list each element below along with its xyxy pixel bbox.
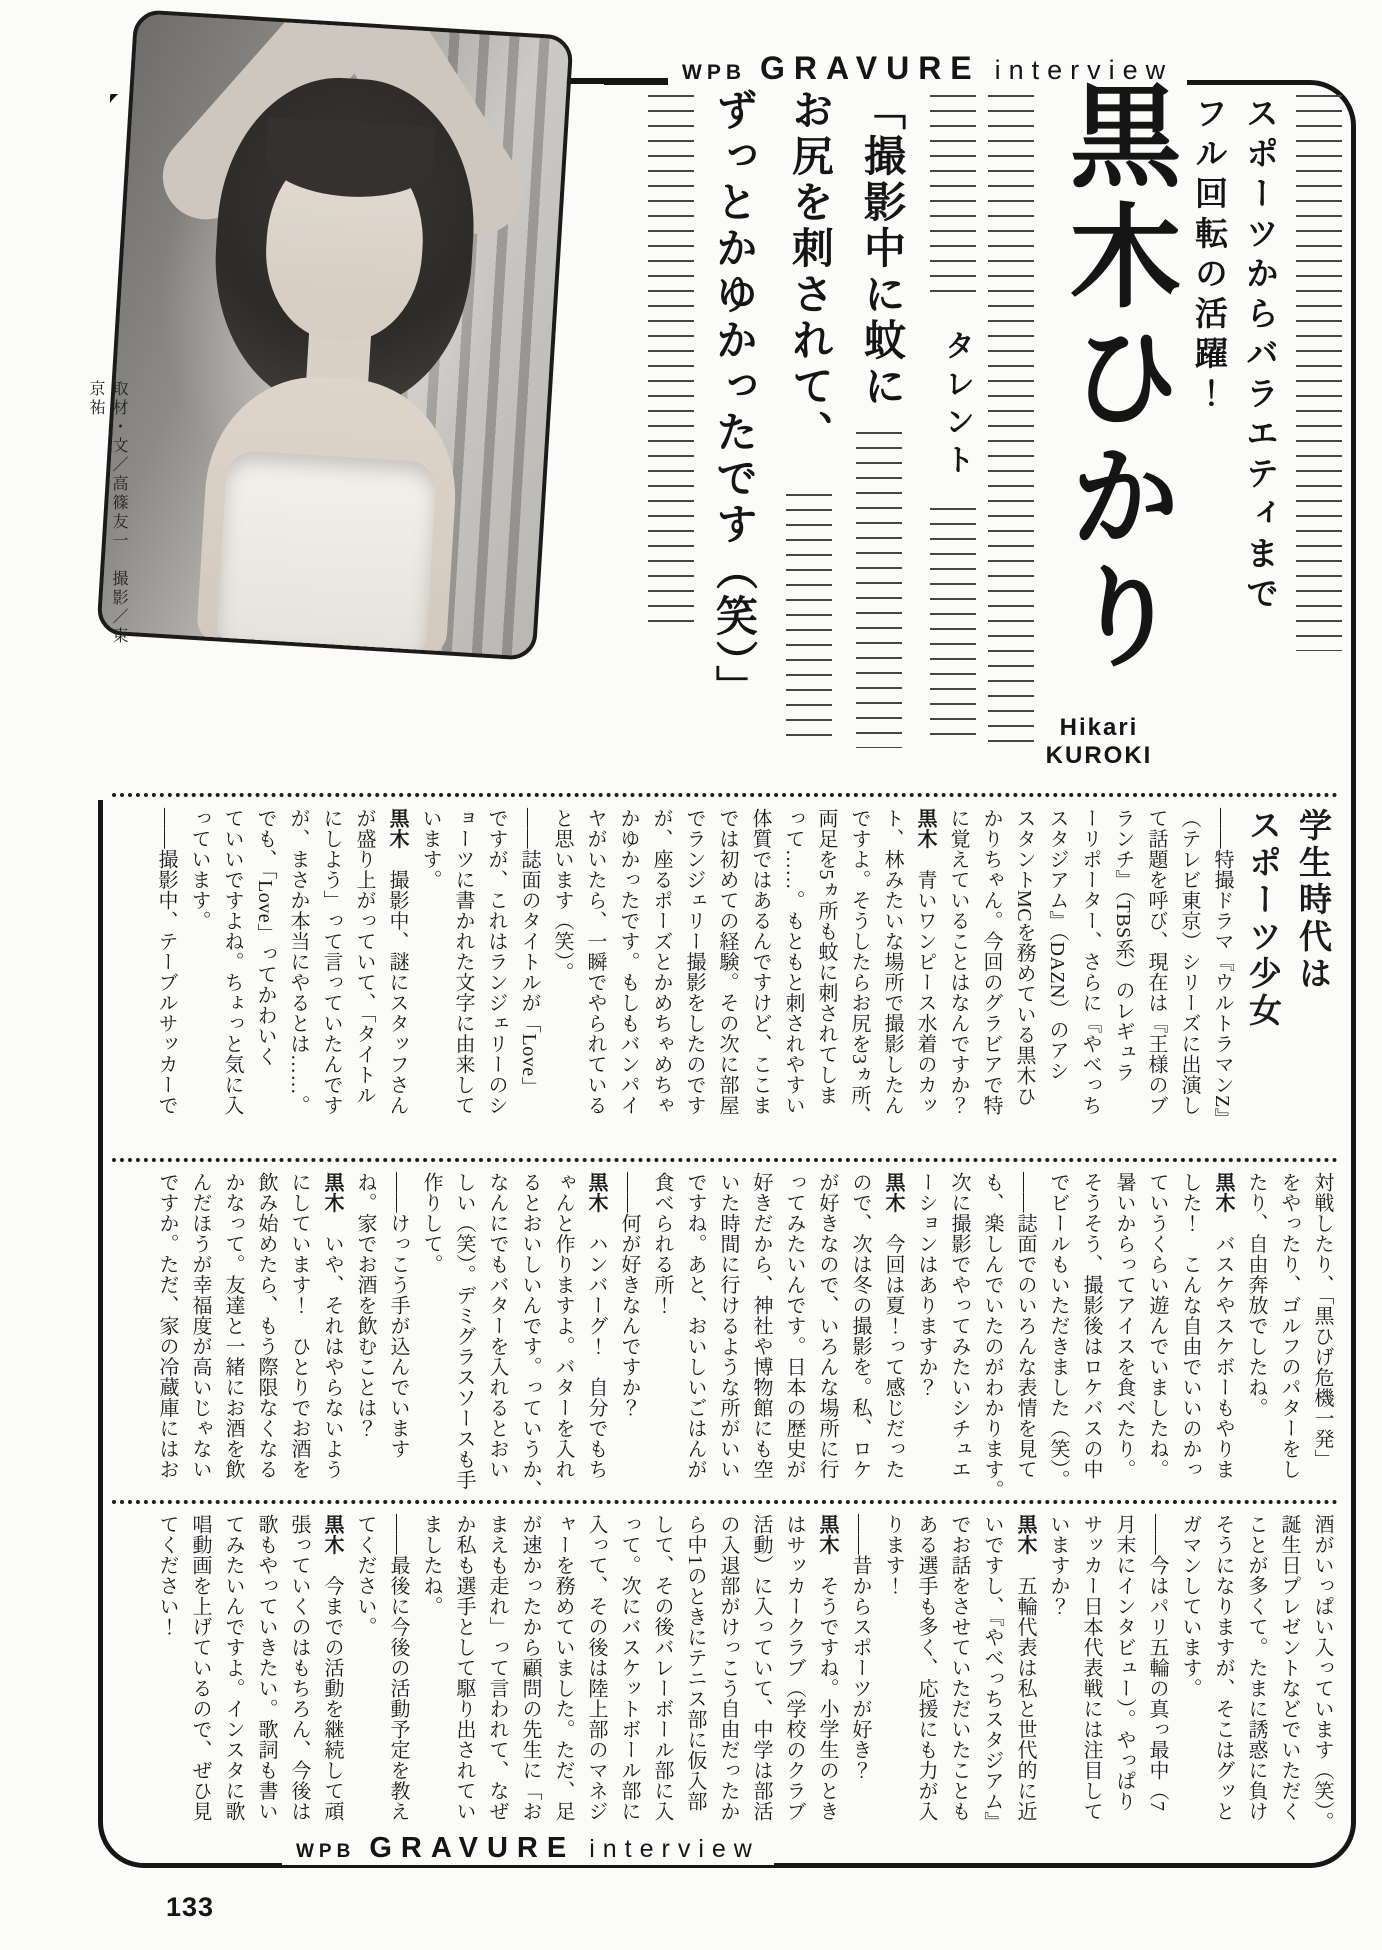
text-column: 誕生日プレゼントなどでいただく <box>1278 1514 1300 1822</box>
text-column: ――けっこう手が込んでいます <box>387 1172 409 1459</box>
photo-credit: 取材・文／高篠友一 撮影／東京祐 <box>87 380 127 646</box>
footer-brand-wpb: WPB <box>296 1841 356 1862</box>
hatch-decoration <box>930 95 976 305</box>
text-column: ら中1のときにテニス部に仮入部 <box>684 1514 706 1812</box>
text-column: に覚えていることはなんですか？ <box>947 808 969 1116</box>
text-column: 黒木 青いワンピース水着のカッ <box>914 808 936 1116</box>
text-column: かゆかったです。もしもバンパイ <box>617 808 639 1116</box>
text-column: なんにでもバターを入れるとおい <box>486 1172 508 1480</box>
text-column: います。 <box>419 808 441 890</box>
romaji-first-name: Hikari <box>1059 714 1139 741</box>
text-column: ――誌面でのいろんな表情を見て <box>1014 1172 1036 1480</box>
text-column: した！ こんな自由でいいのかっ <box>1179 1172 1201 1480</box>
text-column: 作りして。 <box>420 1172 442 1275</box>
footer-brand <box>282 1832 774 1865</box>
hatch-decoration <box>930 508 976 748</box>
text-column: っています。 <box>188 808 210 931</box>
pull-quote-line-3: ずっとかゆかったです（笑）」 <box>711 88 758 711</box>
text-column: ランチ』（TBS系）のレギュラ <box>1112 808 1134 1083</box>
hatch-decoration <box>648 95 694 635</box>
text-column: いますか？ <box>1047 1514 1069 1617</box>
text-column: はサッカークラブ（学校のクラブ <box>783 1514 805 1822</box>
text-column: 歌もやっていきたい。歌詞も書い <box>255 1514 277 1822</box>
hatch-decoration <box>1296 95 1342 651</box>
text-column: 活動）に入っていて、中学は部活 <box>750 1514 772 1822</box>
text-column: 黒木 今までの活動を継続して頑 <box>321 1514 343 1822</box>
text-column: ことが多くて。たまに誘惑に負け <box>1245 1514 1267 1822</box>
text-column: にしています！ ひとりでお酒を <box>288 1172 310 1480</box>
text-column: ましたね。 <box>420 1514 442 1617</box>
text-column: まえも走れ」って言われて、なぜ <box>486 1514 508 1822</box>
hatch-decoration <box>856 432 902 748</box>
text-column: 両足を5ヵ所も蚊に刺されてしま <box>815 808 837 1106</box>
pull-quote-line-2: お尻を刺されて、 <box>787 88 834 456</box>
text-column: ャーを務めていました。ただ、足 <box>552 1514 574 1822</box>
text-column: ります！ <box>882 1514 904 1596</box>
header-brand-interview: interview <box>994 55 1174 85</box>
text-column: でビールもいただきました（笑）。 <box>1047 1172 1069 1490</box>
text-column: って……。もともと刺されやすい <box>782 808 804 1116</box>
text-column: ――昔からスポーツが好き？ <box>849 1514 871 1781</box>
text-column: 黒木 バスケやスケボーもやりま <box>1212 1172 1234 1480</box>
text-column: 黒木 撮影中、謎にスタッフさん <box>386 808 408 1116</box>
text-column: かなって。友達と一緒にお酒を飲 <box>222 1172 244 1480</box>
text-column: が好きなので、いろんな場所に行 <box>816 1172 838 1480</box>
text-column: して、その後バレーボール部に入 <box>651 1514 673 1822</box>
text-column: てください！ <box>156 1514 178 1637</box>
text-column: 体質ではあるんですけど、ここま <box>749 808 771 1116</box>
text-column: にしよう」って言っていたんです <box>320 808 342 1116</box>
text-column: か私も選手として駆り出されてい <box>453 1514 475 1822</box>
text-column: って。次にバスケットボール部に <box>618 1514 640 1822</box>
hatch-decoration <box>786 494 832 748</box>
text-column: ――特撮ドラマ『ウルトラマンZ』 <box>1211 808 1233 1129</box>
text-column: 月末にインタビュー）。やっぱり <box>1113 1514 1135 1812</box>
text-column: 次に撮影でやってみたいシチュエ <box>948 1172 970 1480</box>
text-column: ゃんと作りますよ。バターを入れ <box>552 1172 574 1480</box>
header-brand-gravure: GRAVURE <box>760 50 981 86</box>
text-column: ていいですよね。ちょっと気に入 <box>221 808 243 1116</box>
text-column: んだほうが幸福度が高いじゃない <box>189 1172 211 1480</box>
text-column: が盛り上がっていて、「タイトル <box>353 808 375 1106</box>
article-band-3 <box>112 1514 1338 1850</box>
photo-white-top <box>216 450 437 652</box>
text-column: でランジェリー撮影をしたのです <box>683 808 705 1116</box>
text-column: 唱動画を上げているので、ぜひ見 <box>189 1514 211 1822</box>
text-column: スタジアム』（DAZN）のアシ <box>1046 808 1068 1082</box>
text-column: 黒木 そうですね。小学生のとき <box>816 1514 838 1822</box>
text-column: 飲み始めたら、もう際限なくなる <box>255 1172 277 1480</box>
text-column: サッカー日本代表戦には注目して <box>1080 1514 1102 1822</box>
text-column: ――撮影中、テーブルサッカーで <box>155 808 177 1116</box>
portrait-photo <box>96 9 573 661</box>
header-rule-segment <box>556 78 672 84</box>
text-column: 黒木 五輪代表は私と世代的に近 <box>1014 1514 1036 1822</box>
text-column: でも、「Love」ってかわいく <box>254 808 276 1067</box>
text-column: ですね。あと、おいしいごはんが <box>684 1172 706 1480</box>
kicker-line-2: フル回転の活躍！ <box>1191 96 1228 416</box>
text-column: の入退部がけっこう自由だったか <box>717 1514 739 1822</box>
text-column: が、まさか本当にやるとは……。 <box>287 808 309 1116</box>
text-column: ね。家でお酒を飲むことは？ <box>354 1172 376 1439</box>
pull-quote-line-1: 「撮影中に蚊に <box>859 88 906 410</box>
text-column: ――何が好きなんですか？ <box>618 1172 640 1418</box>
text-column: 黒木 今回は夏！って感じだった <box>882 1172 904 1480</box>
text-column: いた時間に行けるような所がいい <box>717 1172 739 1480</box>
text-column: ーリポーター、さらに『やべっち <box>1079 808 1101 1116</box>
text-column: そうになりますが、そこはグッと <box>1212 1514 1234 1822</box>
text-column: をやったり、ゴルフのパターをし <box>1278 1172 1300 1480</box>
text-column: 張っていくのはもちろん、今後は <box>288 1514 310 1822</box>
text-column: 対戦したり、「黒ひげ危機一発」 <box>1311 1172 1333 1470</box>
article-band-1 <box>112 808 1338 1144</box>
headline-name-romaji <box>1026 714 1172 770</box>
text-column: 入って、その後は陸上部のマネジ <box>585 1514 607 1822</box>
text-column: ――誌面のタイトルが「Love」 <box>518 808 540 1098</box>
text-column: るとおいしいんです。っていうか、 <box>519 1172 541 1500</box>
text-column: ですが、これはランジェリーのシ <box>485 808 507 1116</box>
text-column: ――今はパリ五輪の真っ最中（7 <box>1146 1514 1168 1812</box>
text-column: 食べられる所！ <box>651 1172 673 1316</box>
text-column: てみたいんですよ。インスタに歌 <box>222 1514 244 1822</box>
page-number: 133 <box>166 1892 215 1922</box>
text-column: ョーツに書かれた文字に由来して <box>452 808 474 1116</box>
text-column: 黒木 いや、それはやらないよう <box>321 1172 343 1480</box>
headline-name: 黒木ひかり <box>1054 78 1179 678</box>
section-heading-column: 学生時代は <box>1295 808 1332 993</box>
text-column: ってみたいんです。日本の歴史が <box>783 1172 805 1480</box>
text-column: 黒木 ハンバーグ！ 自分でもち <box>585 1172 607 1480</box>
text-column: ーションはありますか？ <box>915 1172 937 1398</box>
text-column: では初めての経験。その次に部屋 <box>716 808 738 1116</box>
text-column: 好きだから、神社や博物館にも空 <box>750 1172 772 1480</box>
text-column: ですか。ただ、家の冷蔵庫にはお <box>156 1172 178 1480</box>
text-column: ――最後に今後の活動予定を教え <box>387 1514 409 1822</box>
footer-brand-gravure: GRAVURE <box>369 1832 576 1864</box>
text-column: でお話をさせていただいたことも <box>948 1514 970 1822</box>
text-column: かりちゃん。今回のグラビアで特 <box>980 808 1002 1116</box>
header-brand-wpb: WPB <box>682 61 746 84</box>
text-column: 暑いからってアイスを食べたり。 <box>1113 1172 1135 1480</box>
text-column: たり、自由奔放でしたね。 <box>1245 1172 1267 1418</box>
text-column: と思います（笑）。 <box>551 808 573 983</box>
text-column: ヤがいたら、一瞬でやられている <box>584 808 606 1116</box>
text-column: が速かったから顧問の先生に「お <box>519 1514 541 1822</box>
text-column: （テレビ東京）シリーズに出演し <box>1178 808 1200 1116</box>
text-column: ので、次は冬の撮影を。私、ロケ <box>849 1172 871 1480</box>
text-column: が、座るポーズとかめちゃめちゃ <box>650 808 672 1116</box>
text-column: てください。 <box>354 1514 376 1637</box>
text-column: ですよ。そうしたらお尻を3ヵ所、 <box>848 808 870 1126</box>
text-column: ガマンしています。 <box>1179 1514 1201 1699</box>
romaji-last-name: KUROKI <box>1045 742 1153 769</box>
text-column: ていうくらい遊んでいましたね。 <box>1146 1172 1168 1480</box>
kicker-line-1: スポーツからバラエティまで <box>1242 96 1279 616</box>
text-column: も、楽しんでいたのがわかります。 <box>981 1172 1003 1500</box>
text-column: しい（笑）。デミグラスソースも手 <box>453 1172 475 1490</box>
section-heading-column: スポーツ少女 <box>1245 808 1282 1030</box>
text-column: ある選手も多く、応援にも力が入 <box>915 1514 937 1822</box>
text-column: 酒がいっぱい入っています（笑）。 <box>1311 1514 1333 1832</box>
text-column: て話題を呼び、現在は『王様のブ <box>1145 808 1167 1116</box>
text-column: ト、林みたいな場所で撮影したん <box>881 808 903 1116</box>
text-column: いですし、『やべっちスタジアム』 <box>981 1514 1003 1832</box>
dotted-rule <box>112 1158 1338 1162</box>
text-column: そうそう、撮影後はロケバスの中 <box>1080 1172 1102 1480</box>
article-band-2 <box>112 1172 1338 1502</box>
dotted-rule <box>112 793 1338 797</box>
footer-brand-interview: interview <box>589 1835 760 1863</box>
role-label: タレント <box>940 330 973 482</box>
text-column: スタントMCを務めている黒木ひ <box>1013 808 1035 1107</box>
